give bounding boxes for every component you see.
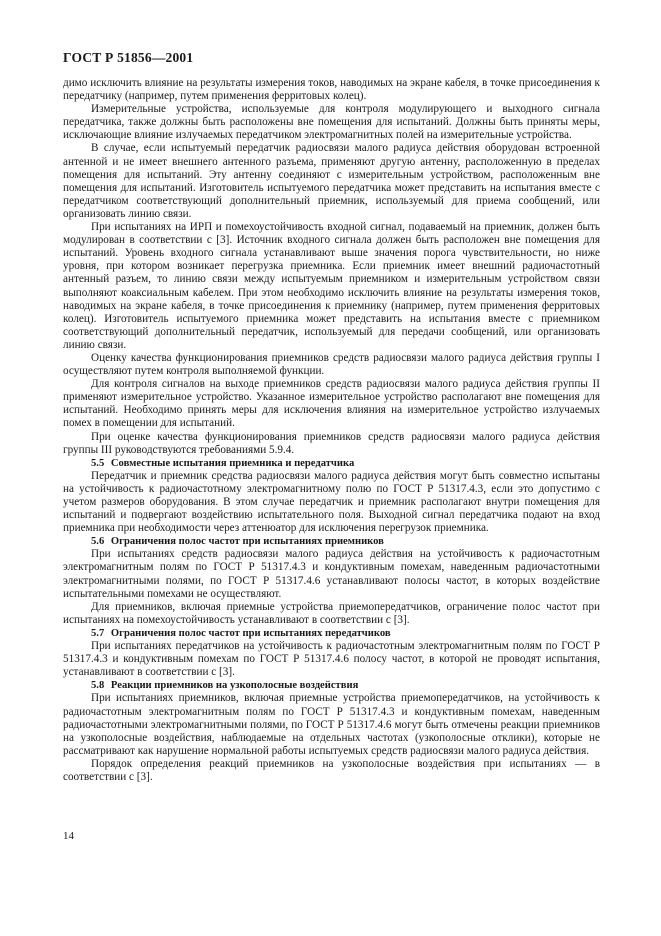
section-number: 5.6: [91, 536, 105, 548]
paragraph: При испытаниях приемников, включая приемные устройства приемопередатчиков, на устойчивость к радиочастотным электромагнитным полям по ГОСТ Р 51317.4.3 и кондуктивным помехам, наведенным радиочастотными электромагнитными полями, по ГОСТ Р 51317.4.6 могут быть отмечены реакции приемников на узкополосные воздействия, наблюдаемые на отдельных частотах (узкополосные отклики), которые не рассматривают как нарушение нормальной работы испытуемых средств радиосвязи малого радиуса действия.: [63, 692, 600, 757]
document-body: [63, 77, 600, 784]
paragraph: При оценке качества функционирования приемников средств радиосвязи малого радиуса действия группы III руководствуются требованиями 5.9.4.: [63, 430, 600, 456]
paragraph: Измерительные устройства, используемые для контроля модулирующего и выходного сигнала передатчика, также должны быть расположены вне помещения для испытаний. Должны быть приняты меры, исключающие влияние излучаемых передатчиком электромагнитных полей на измерительные устройства.: [63, 103, 600, 142]
paragraph: Для приемников, включая приемные устройства приемопередатчиков, ограничение полос частот при испытаниях на помехоустойчивость устанавливают в соответствии с [3].: [63, 600, 600, 626]
paragraph: При испытаниях передатчиков на устойчивость к радиочастотным электромагнитным полям по ГОСТ Р 51317.4.3 и кондуктивным помехам по ГОСТ Р 51317.4.6 полосу частот, в которой не проводят испытания, устанавливают в соответствии с [3].: [63, 640, 600, 679]
section-title: Ограничения полос частот при испытаниях приемников: [110, 536, 384, 548]
section-number: 5.5: [91, 457, 105, 469]
section-heading-5-7: [63, 627, 600, 640]
section-title: Реакции приемников на узкополосные воздействия: [110, 680, 359, 692]
paragraph: Порядок определения реакций приемников на узкополосные воздействия при испытаниях — в соответствии с [3].: [63, 757, 600, 783]
section-number: 5.7: [91, 627, 105, 639]
paragraph: При испытаниях на ИРП и помехоустойчивость входной сигнал, подаваемый на приемник, должен быть модулирован в соответствии с [3]. Источник входного сигнала должен быть расположен вне помещения для испытаний. Уровень входного сигнала устанавливают выше значения порога чувствительности, но ниже уровня, при котором возникает перегрузка приемника. Если приемник имеет внешний радиочастотный антенный разъем, то линию связи между испытуемым приемником и измерительным устройством связи выполняют коаксиальным кабелем. При этом необходимо исключить влияние на результаты измерения токов, наводимых на экране кабеля, в точке присоединения к приемнику (например, путем применения ферритовых колец). Изготовитель испытуемого приемника может представить на испытания вместе с приемником соответствующий дополнительный передатчик, используемый для передачи сообщений, или организовать линию связи.: [63, 221, 600, 351]
section-heading-5-6: [63, 535, 600, 548]
page-number: 14: [63, 830, 74, 842]
section-number: 5.8: [91, 680, 105, 692]
section-title: Совместные испытания приемника и передатчика: [110, 457, 355, 469]
paragraph: димо исключить влияние на результаты измерения токов, наводимых на экране кабеля, в точке присоединения к передатчику (например, путем применения ферритовых колец).: [63, 77, 600, 103]
paragraph: В случае, если испытуемый передатчик радиосвязи малого радиуса действия оборудован встроенной антенной и не имеет внешнего антенного разъема, применяют другую антенну, расположенную в пределах помещения для испытаний. Эту антенну соединяют с измерительным устройством, расположенным вне помещения для испытаний. Изготовитель испытуемого передатчика может представить на испытания вместе с передатчиком соответствующий дополнительный приемник, используемый для приема сообщений, или организовать линию связи.: [63, 142, 600, 220]
paragraph: Передатчик и приемник средства радиосвязи малого радиуса действия могут быть совместно испытаны на устойчивость к радиочастотному электромагнитному полю по ГОСТ Р 51317.4.3, если это допустимо с учетом размеров оборудования. В этом случае передатчик и приемник располагают внутри помещения для испытаний и подвергают воздействию испытательного поля. Выходной сигнал передатчика подают на вход приемника при необходимости через аттенюатор для исключения перегрузок приемника.: [63, 469, 600, 535]
section-heading-5-5: [63, 457, 600, 470]
section-title: Ограничения полос частот при испытаниях передатчиков: [110, 627, 391, 639]
document-header: ГОСТ Р 51856—2001: [63, 50, 194, 65]
section-heading-5-8: [63, 679, 600, 692]
paragraph: При испытаниях средств радиосвязи малого радиуса действия на устойчивость к радиочастотным электромагнитным полям по ГОСТ Р 51317.4.3 и кондуктивным помехам, наведенным радиочастотными электромагнитными полями, по ГОСТ Р 51317.4.6 устанавливают полосы частот, в которых воздействие испытательными помехами не осуществляют.: [63, 548, 600, 600]
paragraph: Оценку качества функционирования приемников средств радиосвязи малого радиуса действия группы I осуществляют путем контроля выполняемой функции.: [63, 351, 600, 378]
paragraph: Для контроля сигналов на выходе приемников средств радиосвязи малого радиуса действия группы II применяют измерительное устройство. Указанное измерительное устройство располагают вне помещения для испытаний. Необходимо принять меры для исключения влияния на измерительное устройство излучаемых помех в помещении для испытаний.: [63, 378, 600, 430]
